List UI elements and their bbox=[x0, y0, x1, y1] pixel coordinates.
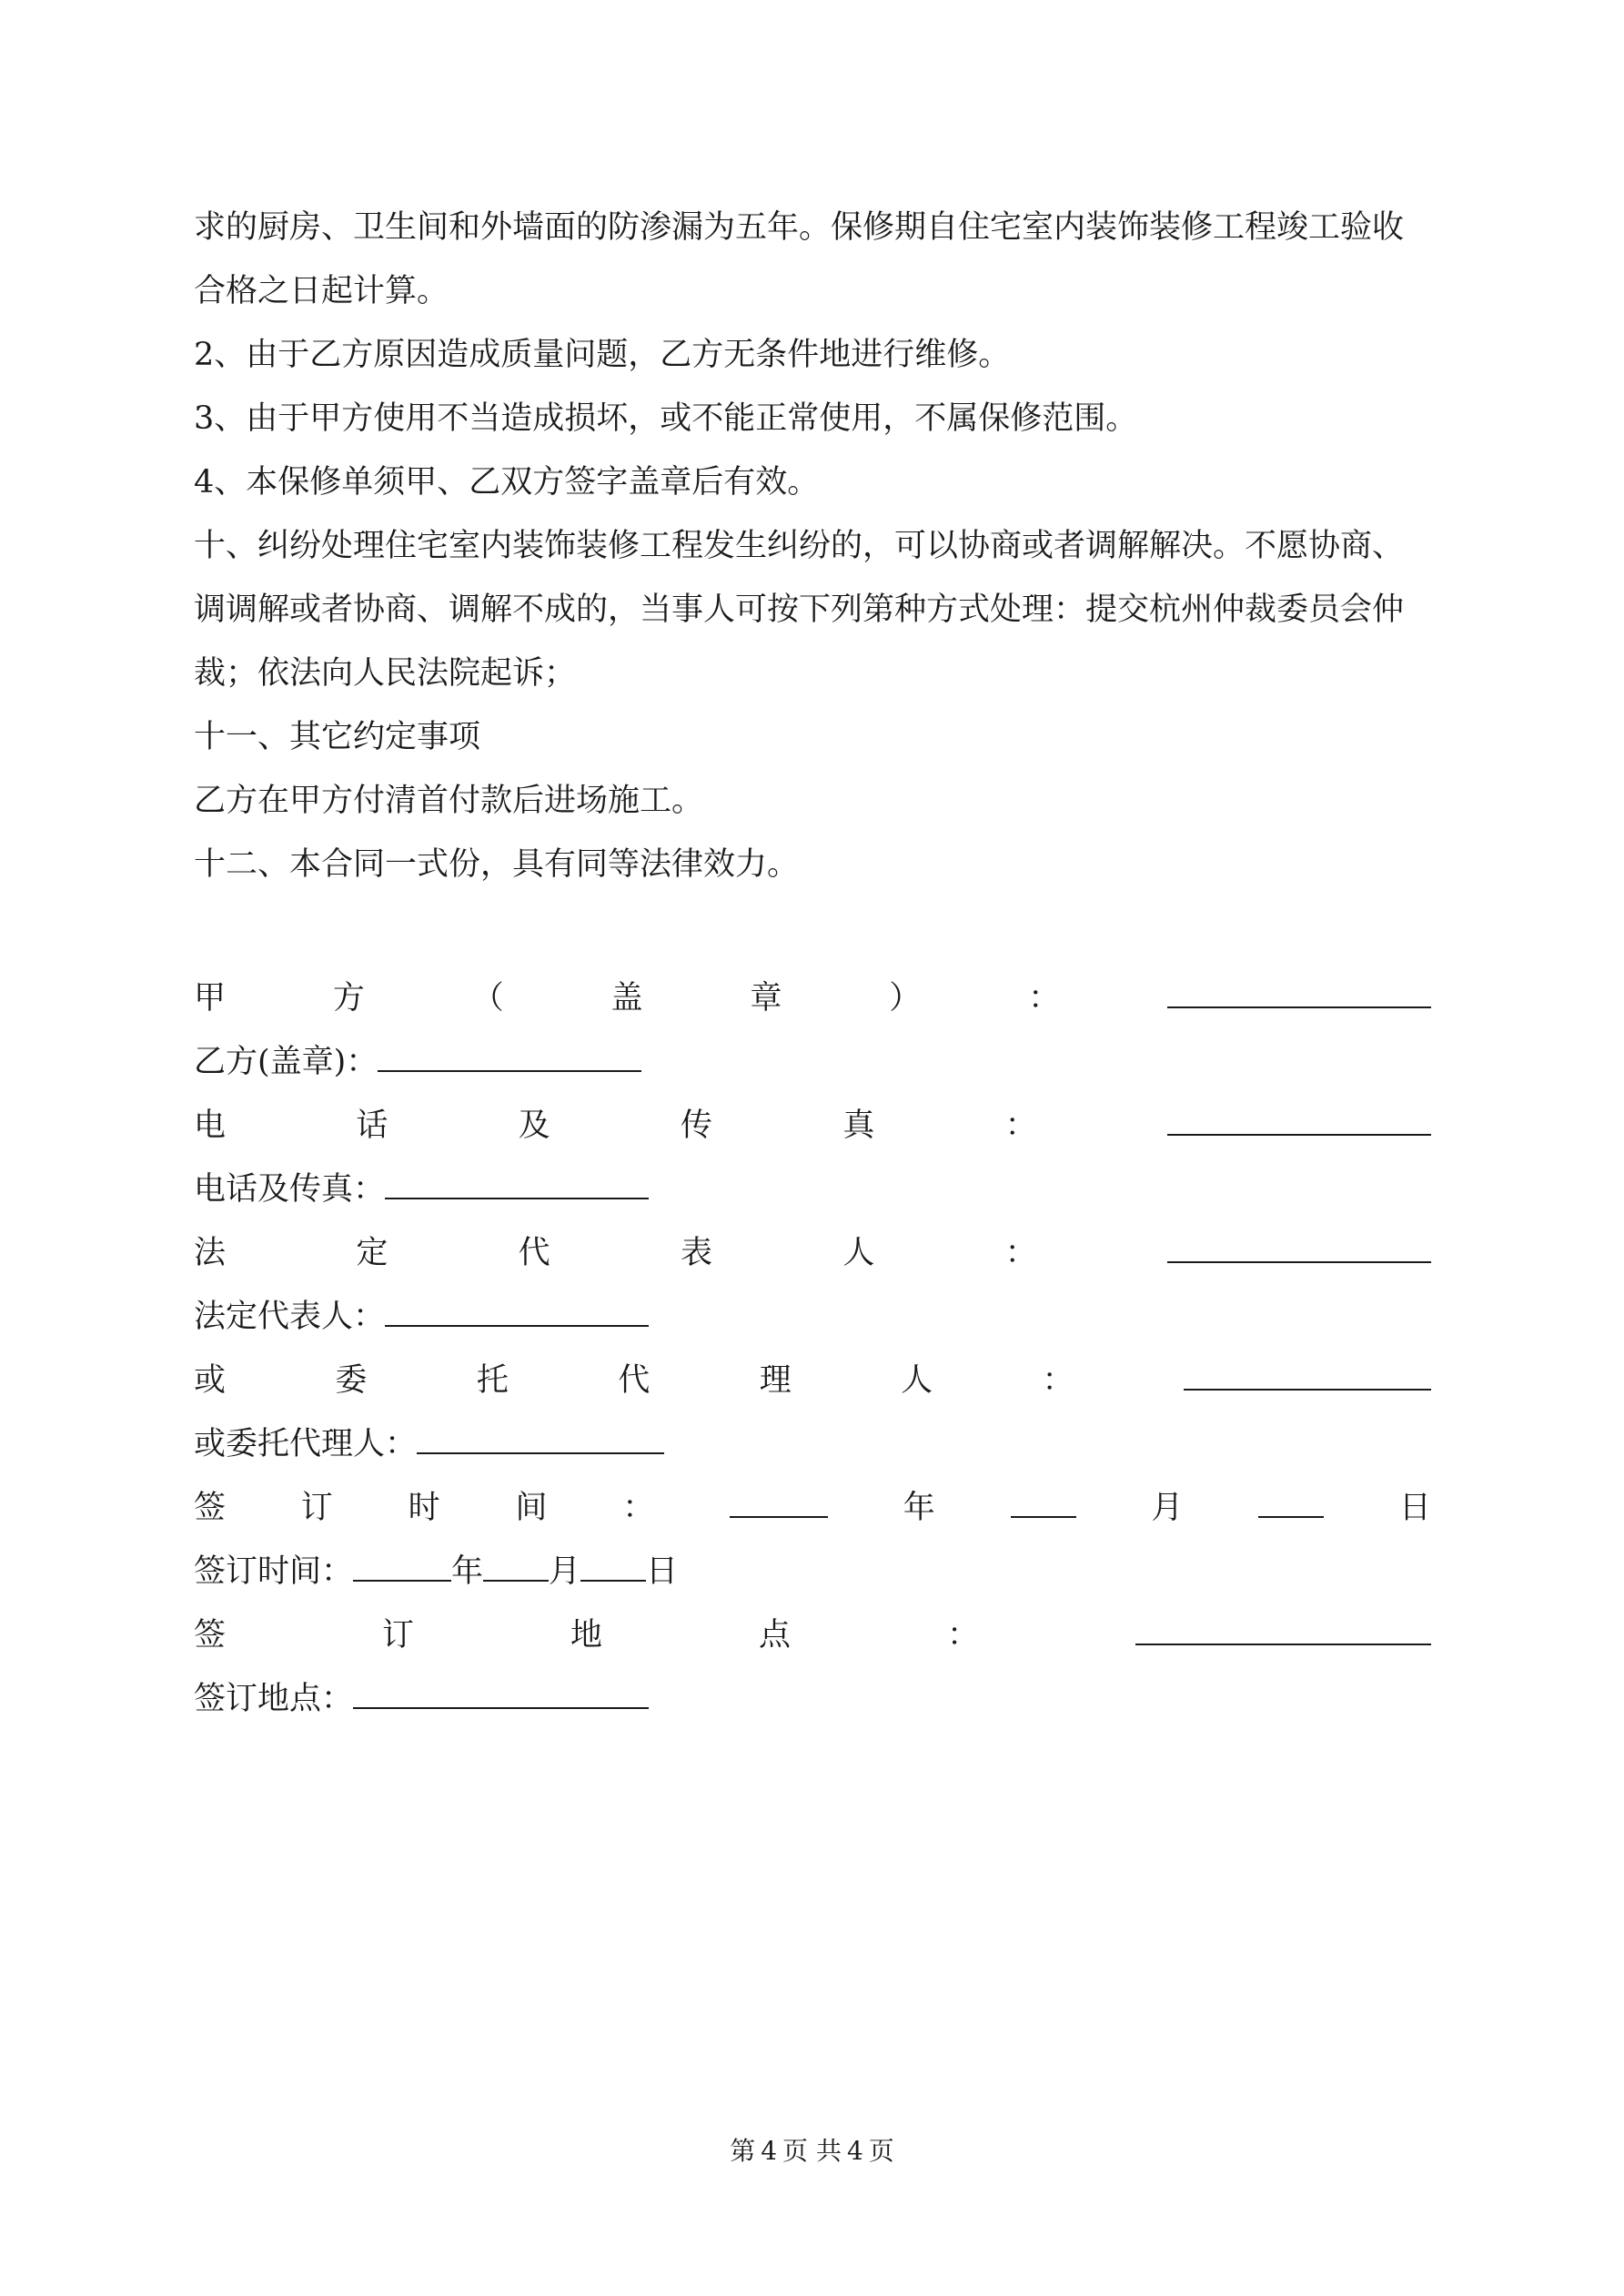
label-char: 签 bbox=[194, 1617, 227, 1654]
party-a-seal-row bbox=[194, 976, 1431, 1017]
label-char: 点 bbox=[759, 1617, 792, 1654]
label-char: ： bbox=[1028, 980, 1061, 1017]
label-char: 传 bbox=[680, 1108, 712, 1144]
agent-a-row bbox=[194, 1358, 1431, 1399]
label-char: （ bbox=[471, 980, 504, 1017]
paragraph-line: 十二、本合同一式份，具有同等法律效力。 bbox=[194, 846, 800, 883]
signature-blank[interactable] bbox=[1184, 1358, 1431, 1391]
sign-time-b-row bbox=[194, 1549, 1431, 1590]
label-char: ： bbox=[947, 1617, 980, 1654]
month-label: 月 bbox=[1151, 1490, 1184, 1526]
month-blank[interactable] bbox=[1011, 1485, 1076, 1518]
page-number: 4 bbox=[761, 2136, 778, 2166]
label-char: 订 bbox=[382, 1617, 415, 1654]
label: 签订地点： bbox=[194, 1681, 354, 1717]
legal-rep-a-row bbox=[194, 1230, 1431, 1271]
label-char: 真 bbox=[842, 1108, 875, 1144]
sign-place-a-row bbox=[194, 1613, 1431, 1654]
signature-blank[interactable] bbox=[1167, 1103, 1431, 1136]
year-label: 年 bbox=[451, 1553, 484, 1590]
footer-mid: 页 共 bbox=[782, 2136, 842, 2166]
paragraph-line: 求的厨房、卫生间和外墙面的防渗漏为五年。保修期自住宅室内装饰装修工程竣工验收 bbox=[194, 209, 1405, 246]
sign-time-a-row bbox=[194, 1485, 1431, 1526]
label-char: 法 bbox=[194, 1235, 227, 1271]
label-char: 话 bbox=[356, 1108, 388, 1144]
label-char: 托 bbox=[476, 1362, 509, 1399]
phone-b-row bbox=[194, 1167, 1431, 1208]
label-char: 电 bbox=[194, 1108, 227, 1144]
page-total: 4 bbox=[846, 2136, 863, 2166]
label-char: 章 bbox=[750, 980, 782, 1017]
label-char: 地 bbox=[570, 1617, 603, 1654]
party-b-seal-row bbox=[194, 1039, 1431, 1080]
paragraph-line: 十一、其它约定事项 bbox=[194, 719, 481, 755]
label-char: 人 bbox=[901, 1362, 933, 1399]
month-label: 月 bbox=[549, 1553, 581, 1590]
label-char: 盖 bbox=[610, 980, 643, 1017]
label-char: ） bbox=[889, 980, 922, 1017]
paragraph-line: 十、纠纷处理住宅室内装饰装修工程发生纠纷的，可以协商或者调解解决。不愿协商、 bbox=[194, 528, 1405, 564]
footer-prefix: 第 bbox=[730, 2136, 756, 2166]
signature-blank[interactable] bbox=[385, 1294, 649, 1327]
year-label: 年 bbox=[903, 1490, 935, 1526]
day-blank[interactable] bbox=[1258, 1485, 1324, 1518]
label-char: 方 bbox=[332, 980, 365, 1017]
label-char: 人 bbox=[842, 1235, 875, 1271]
page-footer bbox=[0, 2137, 1624, 2166]
paragraph-line: 合格之日起计算。 bbox=[194, 273, 449, 309]
label: 签订时间： bbox=[194, 1553, 354, 1590]
signature-blank[interactable] bbox=[385, 1167, 649, 1199]
signature-blank[interactable] bbox=[1167, 976, 1431, 1008]
day-blank[interactable] bbox=[580, 1549, 646, 1582]
label-char: 订 bbox=[300, 1490, 333, 1526]
label-char: 理 bbox=[759, 1362, 792, 1399]
signature-blank[interactable] bbox=[1135, 1613, 1431, 1645]
day-label: 日 bbox=[646, 1553, 679, 1590]
day-label: 日 bbox=[1398, 1490, 1431, 1526]
month-blank[interactable] bbox=[483, 1549, 549, 1582]
sign-place-b-row bbox=[194, 1676, 1431, 1717]
paragraph-line: 乙方在甲方付清首付款后进场施工。 bbox=[194, 783, 704, 819]
label-char: 表 bbox=[680, 1235, 712, 1271]
paragraph-line: 2、由于乙方原因造成质量问题，乙方无条件地进行维修。 bbox=[194, 337, 1011, 373]
label-char: 时 bbox=[408, 1490, 440, 1526]
phone-a-row bbox=[194, 1103, 1431, 1144]
label-char: 代 bbox=[518, 1235, 550, 1271]
label: 电话及传真： bbox=[194, 1171, 386, 1208]
year-blank[interactable] bbox=[730, 1485, 828, 1518]
label-char: 委 bbox=[335, 1362, 368, 1399]
label: 乙方(盖章)： bbox=[194, 1044, 378, 1080]
label-char: 及 bbox=[518, 1108, 550, 1144]
paragraph-line: 裁；依法向人民法院起诉； bbox=[194, 655, 577, 692]
year-blank[interactable] bbox=[353, 1549, 451, 1582]
label-char: 甲 bbox=[194, 980, 227, 1017]
footer-suffix: 页 bbox=[868, 2136, 894, 2166]
label-char: ： bbox=[622, 1490, 655, 1526]
agent-b-row bbox=[194, 1421, 1431, 1462]
label-char: 或 bbox=[194, 1362, 227, 1399]
signature-blank[interactable] bbox=[1167, 1230, 1431, 1263]
label-char: ： bbox=[1004, 1235, 1037, 1271]
legal-rep-b-row bbox=[194, 1294, 1431, 1335]
label: 法定代表人： bbox=[194, 1299, 386, 1335]
paragraph-line: 4、本保修单须甲、乙双方签字盖章后有效。 bbox=[194, 464, 820, 501]
label-char: 代 bbox=[618, 1362, 651, 1399]
label-char: ： bbox=[1004, 1108, 1037, 1144]
paragraph-line: 3、由于甲方使用不当造成损坏，或不能正常使用，不属保修范围。 bbox=[194, 400, 1138, 437]
label: 或委托代理人： bbox=[194, 1426, 418, 1462]
signature-blank[interactable] bbox=[353, 1676, 649, 1709]
label-char: 间 bbox=[515, 1490, 548, 1526]
signature-blank[interactable] bbox=[417, 1421, 664, 1454]
paragraph-line: 调调解或者协商、调解不成的，当事人可按下列第种方式处理：提交杭州仲裁委员会仲 bbox=[194, 592, 1405, 628]
signature-blank[interactable] bbox=[378, 1039, 641, 1072]
label-char: 签 bbox=[194, 1490, 227, 1526]
label-char: ： bbox=[1042, 1362, 1074, 1399]
label-char: 定 bbox=[356, 1235, 388, 1271]
